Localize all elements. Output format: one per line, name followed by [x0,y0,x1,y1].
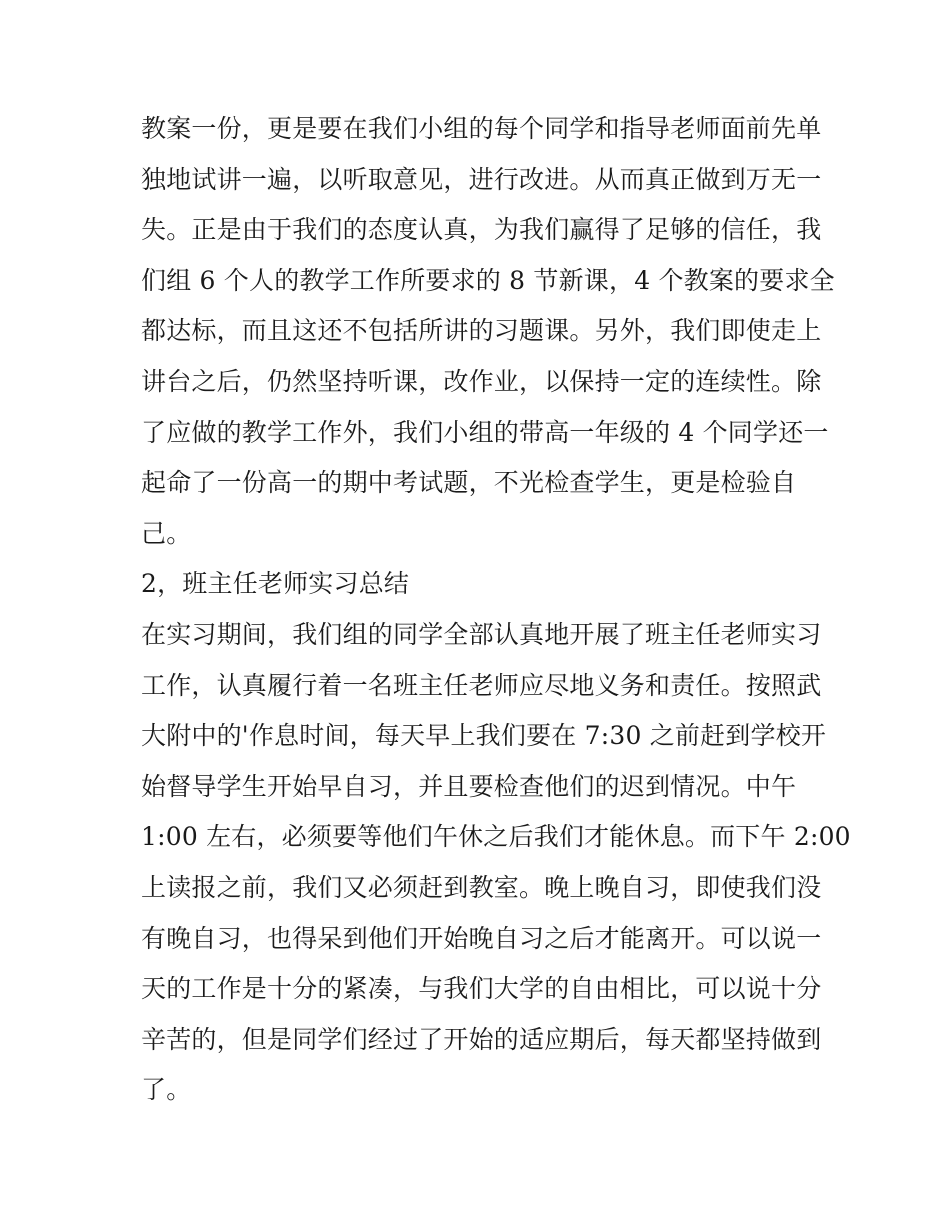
text-line: 教案一份，更是要在我们小组的每个同学和指导老师面前先单 [141,114,822,143]
text-line: 起命了一份高一的期中考试题，不光检查学生，更是检验自 [141,468,797,498]
text-line: 己。 [141,518,192,548]
text-line: 们组 6 个人的教学工作所要求的 8 节新课，4 个教案的要求全 [141,265,835,295]
text-line: 工作，认真履行着一名班主任老师应尽地义务和责任。按照武 [141,670,822,700]
paragraph-teaching [141,104,835,559]
text-line: 1:00 左右，必须要等他们午休之后我们才能休息。而下午 2:00 [141,822,851,852]
text-line: 了应做的教学工作外，我们小组的带高一年级的 4 个同学还一 [141,417,829,447]
paragraph-homeroom [141,610,851,1116]
text-line: 上读报之前，我们又必须赶到教室。晚上晚自习，即使我们没 [141,872,822,902]
text-line: 失。正是由于我们的态度认真，为我们赢得了足够的信任，我 [141,215,822,245]
text-line: 有晚自习，也得呆到他们开始晚自习之后才能离开。可以说一 [141,923,822,953]
text-line: 始督导学生开始早自习，并且要检查他们的迟到情况。中午 [141,771,797,801]
text-line: 天的工作是十分的紧凑，与我们大学的自由相比，可以说十分 [141,974,822,1004]
text-line: 讲台之后，仍然坚持听课，改作业，以保持一定的连续性。除 [141,366,822,396]
section-heading: 2，班主任老师实习总结 [141,569,410,599]
text-line: 了。 [141,1075,192,1105]
text-line: 都达标，而且这还不包括所讲的习题课。另外，我们即使走上 [141,316,822,346]
text-line: 辛苦的，但是同学们经过了开始的适应期后，每天都坚持做到 [141,1024,822,1054]
document-body [141,104,851,1116]
text-line: 大附中的'作息时间，每天早上我们要在 7:30 之前赶到学校开 [141,721,827,751]
text-line: 在实习期间，我们组的同学全部认真地开展了班主任老师实习 [141,619,822,649]
text-line: 独地试讲一遍，以听取意见，进行改进。从而真正做到万无一 [141,164,822,194]
